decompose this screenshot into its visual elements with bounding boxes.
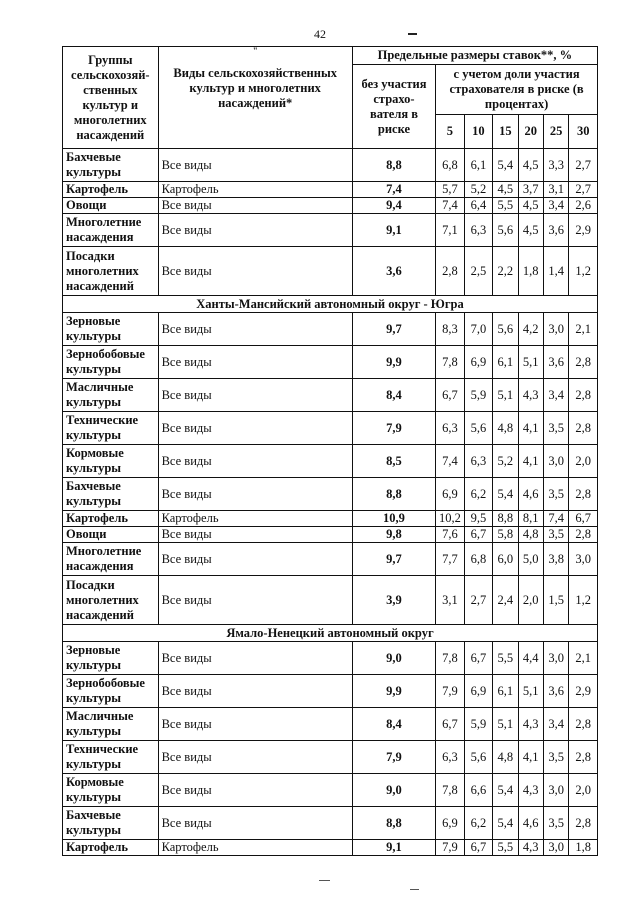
header-share-20: 20 (518, 115, 543, 149)
share-rate: 2,0 (518, 576, 543, 625)
header-share-25: 25 (543, 115, 568, 149)
share-rate: 3,1 (436, 576, 464, 625)
share-rate: 2,8 (569, 741, 598, 774)
crop-group: Бахчевые культуры (63, 149, 159, 182)
share-rate: 4,1 (518, 445, 543, 478)
table-row (63, 247, 598, 296)
share-rate: 3,4 (543, 379, 568, 412)
share-rate: 3,5 (543, 741, 568, 774)
share-rate: 6,7 (464, 527, 492, 543)
share-rate: 3,4 (543, 198, 568, 214)
crop-kind: Все виды (158, 675, 352, 708)
share-rate: 4,3 (518, 379, 543, 412)
share-rate: 9,5 (464, 511, 492, 527)
share-rate: 6,1 (493, 675, 518, 708)
share-rate: 2,7 (569, 149, 598, 182)
share-rate: 6,3 (464, 445, 492, 478)
region-row (63, 296, 598, 313)
base-rate: 7,4 (352, 182, 435, 198)
base-rate: 8,4 (352, 379, 435, 412)
share-rate: 5,5 (493, 840, 518, 856)
region-row (63, 625, 598, 642)
share-rate: 3,5 (543, 412, 568, 445)
share-rate: 5,4 (493, 807, 518, 840)
share-rate: 4,8 (518, 527, 543, 543)
crop-kind: Все виды (158, 313, 352, 346)
share-rate: 6,6 (464, 774, 492, 807)
base-rate: 8,8 (352, 478, 435, 511)
crop-kind: Все виды (158, 149, 352, 182)
share-rate: 7,8 (436, 774, 464, 807)
header-with-share: с учетом доли участия страхователя в риске (в процентах) (436, 65, 598, 115)
share-rate: 7,8 (436, 642, 464, 675)
base-rate: 9,1 (352, 840, 435, 856)
share-rate: 2,8 (569, 412, 598, 445)
share-rate: 2,8 (569, 807, 598, 840)
crop-group: Технические культуры (63, 412, 159, 445)
share-rate: 5,0 (518, 543, 543, 576)
table-row (63, 511, 598, 527)
crop-group: Многолетние насаждения (63, 214, 159, 247)
share-rate: 4,5 (493, 182, 518, 198)
crop-group: Картофель (63, 511, 159, 527)
crop-kind: Картофель (158, 182, 352, 198)
share-rate: 4,2 (518, 313, 543, 346)
share-rate: 1,8 (569, 840, 598, 856)
share-rate: 7,0 (464, 313, 492, 346)
share-rate: 7,7 (436, 543, 464, 576)
share-rate: 5,4 (493, 774, 518, 807)
header-share-5: 5 (436, 115, 464, 149)
share-rate: 5,6 (493, 313, 518, 346)
share-rate: 4,3 (518, 774, 543, 807)
share-rate: 7,4 (543, 511, 568, 527)
share-rate: 5,5 (493, 198, 518, 214)
share-rate: 8,1 (518, 511, 543, 527)
crop-kind: Все виды (158, 807, 352, 840)
share-rate: 2,0 (569, 774, 598, 807)
crop-group: Масличные культуры (63, 708, 159, 741)
crop-kind: Все виды (158, 214, 352, 247)
share-rate: 4,6 (518, 807, 543, 840)
crop-kind: Картофель (158, 840, 352, 856)
base-rate: 8,4 (352, 708, 435, 741)
base-rate: 9,0 (352, 774, 435, 807)
share-rate: 2,1 (569, 313, 598, 346)
header-kinds-text: Виды сельскохозяйственных культур и многолетних насаждений* (173, 66, 337, 110)
share-rate: 3,8 (543, 543, 568, 576)
share-rate: 8,3 (436, 313, 464, 346)
share-rate: 5,2 (464, 182, 492, 198)
base-rate: 8,8 (352, 807, 435, 840)
crop-kind: Все виды (158, 346, 352, 379)
crop-kind: Все виды (158, 198, 352, 214)
share-rate: 6,9 (464, 675, 492, 708)
crop-group: Посадки многолетних насаждений (63, 247, 159, 296)
crop-group: Зернобобовые культуры (63, 675, 159, 708)
crop-kind: Все виды (158, 774, 352, 807)
share-rate: 2,7 (464, 576, 492, 625)
share-rate: 2,1 (569, 642, 598, 675)
share-rate: 6,1 (464, 149, 492, 182)
header-limits: Предельные размеры ставок**, % (352, 47, 597, 65)
share-rate: 3,5 (543, 527, 568, 543)
base-rate: 8,5 (352, 445, 435, 478)
share-rate: 3,7 (518, 182, 543, 198)
share-rate: 6,1 (493, 346, 518, 379)
share-rate: 5,2 (493, 445, 518, 478)
share-rate: 6,7 (436, 708, 464, 741)
share-rate: 1,4 (543, 247, 568, 296)
base-rate: 9,8 (352, 527, 435, 543)
share-rate: 2,6 (569, 198, 598, 214)
share-rate: 5,1 (518, 346, 543, 379)
share-rate: 2,4 (493, 576, 518, 625)
share-rate: 2,8 (436, 247, 464, 296)
region-title: Ханты-Мансийский автономный округ - Югра (63, 296, 598, 313)
share-rate: 5,6 (464, 412, 492, 445)
share-rate: 5,1 (493, 708, 518, 741)
crop-kind: Картофель (158, 511, 352, 527)
table-row (63, 807, 598, 840)
share-rate: 4,8 (493, 741, 518, 774)
base-rate: 7,9 (352, 741, 435, 774)
crop-kind: Все виды (158, 708, 352, 741)
share-rate: 10,2 (436, 511, 464, 527)
share-rate: 6,8 (464, 543, 492, 576)
share-rate: 5,4 (493, 478, 518, 511)
share-rate: 6,3 (464, 214, 492, 247)
share-rate: 5,7 (436, 182, 464, 198)
scan-mark (408, 33, 417, 35)
base-rate: 9,0 (352, 642, 435, 675)
share-rate: 1,2 (569, 576, 598, 625)
share-rate: 2,5 (464, 247, 492, 296)
share-rate: 6,9 (436, 807, 464, 840)
crop-kind: Все виды (158, 379, 352, 412)
share-rate: 6,7 (464, 840, 492, 856)
header-no-participation: без участия страхо-вателя в риске (352, 65, 435, 149)
table-row (63, 774, 598, 807)
share-rate: 3,1 (543, 182, 568, 198)
base-rate: 3,6 (352, 247, 435, 296)
share-rate: 7,9 (436, 675, 464, 708)
share-rate: 4,8 (493, 412, 518, 445)
share-rate: 7,9 (436, 840, 464, 856)
share-rate: 7,1 (436, 214, 464, 247)
region-title: Ямало-Ненецкий автономный округ (63, 625, 598, 642)
share-rate: 6,7 (569, 511, 598, 527)
base-rate: 9,9 (352, 346, 435, 379)
share-rate: 7,4 (436, 445, 464, 478)
crop-group: Многолетние насаждения (63, 543, 159, 576)
share-rate: 5,6 (493, 214, 518, 247)
table-row (63, 840, 598, 856)
share-rate: 6,3 (436, 741, 464, 774)
base-rate: 9,4 (352, 198, 435, 214)
header-share-10: 10 (464, 115, 492, 149)
share-rate: 4,6 (518, 478, 543, 511)
share-rate: 3,5 (543, 478, 568, 511)
share-rate: 5,4 (493, 149, 518, 182)
table-row (63, 675, 598, 708)
share-rate: 4,5 (518, 198, 543, 214)
crop-kind: Все виды (158, 247, 352, 296)
share-rate: 2,8 (569, 379, 598, 412)
share-rate: 7,8 (436, 346, 464, 379)
crop-group: Зернобобовые культуры (63, 346, 159, 379)
base-rate: 3,9 (352, 576, 435, 625)
header-kinds-mark: " (252, 46, 258, 56)
base-rate: 9,9 (352, 675, 435, 708)
table-row (63, 741, 598, 774)
share-rate: 3,4 (543, 708, 568, 741)
table-row (63, 313, 598, 346)
crop-kind: Все виды (158, 412, 352, 445)
rates-table (62, 46, 598, 856)
share-rate: 3,0 (569, 543, 598, 576)
base-rate: 9,7 (352, 313, 435, 346)
crop-kind: Все виды (158, 445, 352, 478)
table-row (63, 412, 598, 445)
share-rate: 4,5 (518, 149, 543, 182)
share-rate: 5,6 (464, 741, 492, 774)
share-rate: 3,5 (543, 807, 568, 840)
share-rate: 6,4 (464, 198, 492, 214)
crop-kind: Все виды (158, 741, 352, 774)
crop-group: Картофель (63, 840, 159, 856)
table-row (63, 149, 598, 182)
share-rate: 3,6 (543, 346, 568, 379)
crop-group: Овощи (63, 527, 159, 543)
share-rate: 6,2 (464, 478, 492, 511)
share-rate: 3,6 (543, 675, 568, 708)
share-rate: 3,3 (543, 149, 568, 182)
crop-group: Овощи (63, 198, 159, 214)
share-rate: 6,2 (464, 807, 492, 840)
page-number: 42 (314, 27, 326, 41)
share-rate: 2,8 (569, 708, 598, 741)
share-rate: 2,9 (569, 214, 598, 247)
table-row (63, 214, 598, 247)
crop-group: Посадки многолетних насаждений (63, 576, 159, 625)
crop-group: Зерновые культуры (63, 642, 159, 675)
share-rate: 5,1 (493, 379, 518, 412)
crop-group: Кормовые культуры (63, 445, 159, 478)
table-row (63, 642, 598, 675)
scan-mark-bottom (319, 880, 330, 881)
table-row (63, 576, 598, 625)
crop-group: Кормовые культуры (63, 774, 159, 807)
share-rate: 5,5 (493, 642, 518, 675)
share-rate: 6,0 (493, 543, 518, 576)
table-row (63, 379, 598, 412)
header-share-30: 30 (569, 115, 598, 149)
share-rate: 8,8 (493, 511, 518, 527)
base-rate: 7,9 (352, 412, 435, 445)
crop-group: Бахчевые культуры (63, 478, 159, 511)
crop-group: Зерновые культуры (63, 313, 159, 346)
crop-group: Технические культуры (63, 741, 159, 774)
share-rate: 2,8 (569, 346, 598, 379)
base-rate: 9,7 (352, 543, 435, 576)
header-share-15: 15 (493, 115, 518, 149)
share-rate: 5,9 (464, 708, 492, 741)
table-row (63, 527, 598, 543)
share-rate: 6,7 (464, 642, 492, 675)
share-rate: 3,0 (543, 642, 568, 675)
share-rate: 2,2 (493, 247, 518, 296)
share-rate: 4,5 (518, 214, 543, 247)
crop-kind: Все виды (158, 576, 352, 625)
header-kinds (158, 47, 352, 149)
share-rate: 4,4 (518, 642, 543, 675)
share-rate: 7,4 (436, 198, 464, 214)
table-row (63, 445, 598, 478)
share-rate: 1,5 (543, 576, 568, 625)
table-row (63, 708, 598, 741)
share-rate: 3,0 (543, 774, 568, 807)
share-rate: 2,0 (569, 445, 598, 478)
crop-group: Бахчевые культуры (63, 807, 159, 840)
share-rate: 5,1 (518, 675, 543, 708)
share-rate: 1,2 (569, 247, 598, 296)
table-row (63, 182, 598, 198)
share-rate: 2,9 (569, 675, 598, 708)
share-rate: 4,3 (518, 840, 543, 856)
crop-kind: Все виды (158, 527, 352, 543)
share-rate: 7,6 (436, 527, 464, 543)
share-rate: 6,8 (436, 149, 464, 182)
base-rate: 10,9 (352, 511, 435, 527)
share-rate: 4,1 (518, 412, 543, 445)
table-row (63, 478, 598, 511)
crop-kind: Все виды (158, 543, 352, 576)
share-rate: 2,7 (569, 182, 598, 198)
scan-mark-bottom-2 (410, 889, 419, 890)
crop-group: Масличные культуры (63, 379, 159, 412)
table-row (63, 543, 598, 576)
share-rate: 6,9 (464, 346, 492, 379)
crop-kind: Все виды (158, 642, 352, 675)
crop-group: Картофель (63, 182, 159, 198)
share-rate: 6,9 (436, 478, 464, 511)
table-row (63, 346, 598, 379)
share-rate: 6,3 (436, 412, 464, 445)
share-rate: 2,8 (569, 478, 598, 511)
share-rate: 5,8 (493, 527, 518, 543)
share-rate: 1,8 (518, 247, 543, 296)
share-rate: 2,8 (569, 527, 598, 543)
share-rate: 4,3 (518, 708, 543, 741)
share-rate: 3,6 (543, 214, 568, 247)
header-groups: Группы сельскохозяй-ственных культур и многолетних насаждений (63, 47, 159, 149)
share-rate: 3,0 (543, 840, 568, 856)
base-rate: 8,8 (352, 149, 435, 182)
table-row (63, 198, 598, 214)
share-rate: 6,7 (436, 379, 464, 412)
base-rate: 9,1 (352, 214, 435, 247)
share-rate: 3,0 (543, 313, 568, 346)
crop-kind: Все виды (158, 478, 352, 511)
share-rate: 4,1 (518, 741, 543, 774)
share-rate: 3,0 (543, 445, 568, 478)
share-rate: 5,9 (464, 379, 492, 412)
